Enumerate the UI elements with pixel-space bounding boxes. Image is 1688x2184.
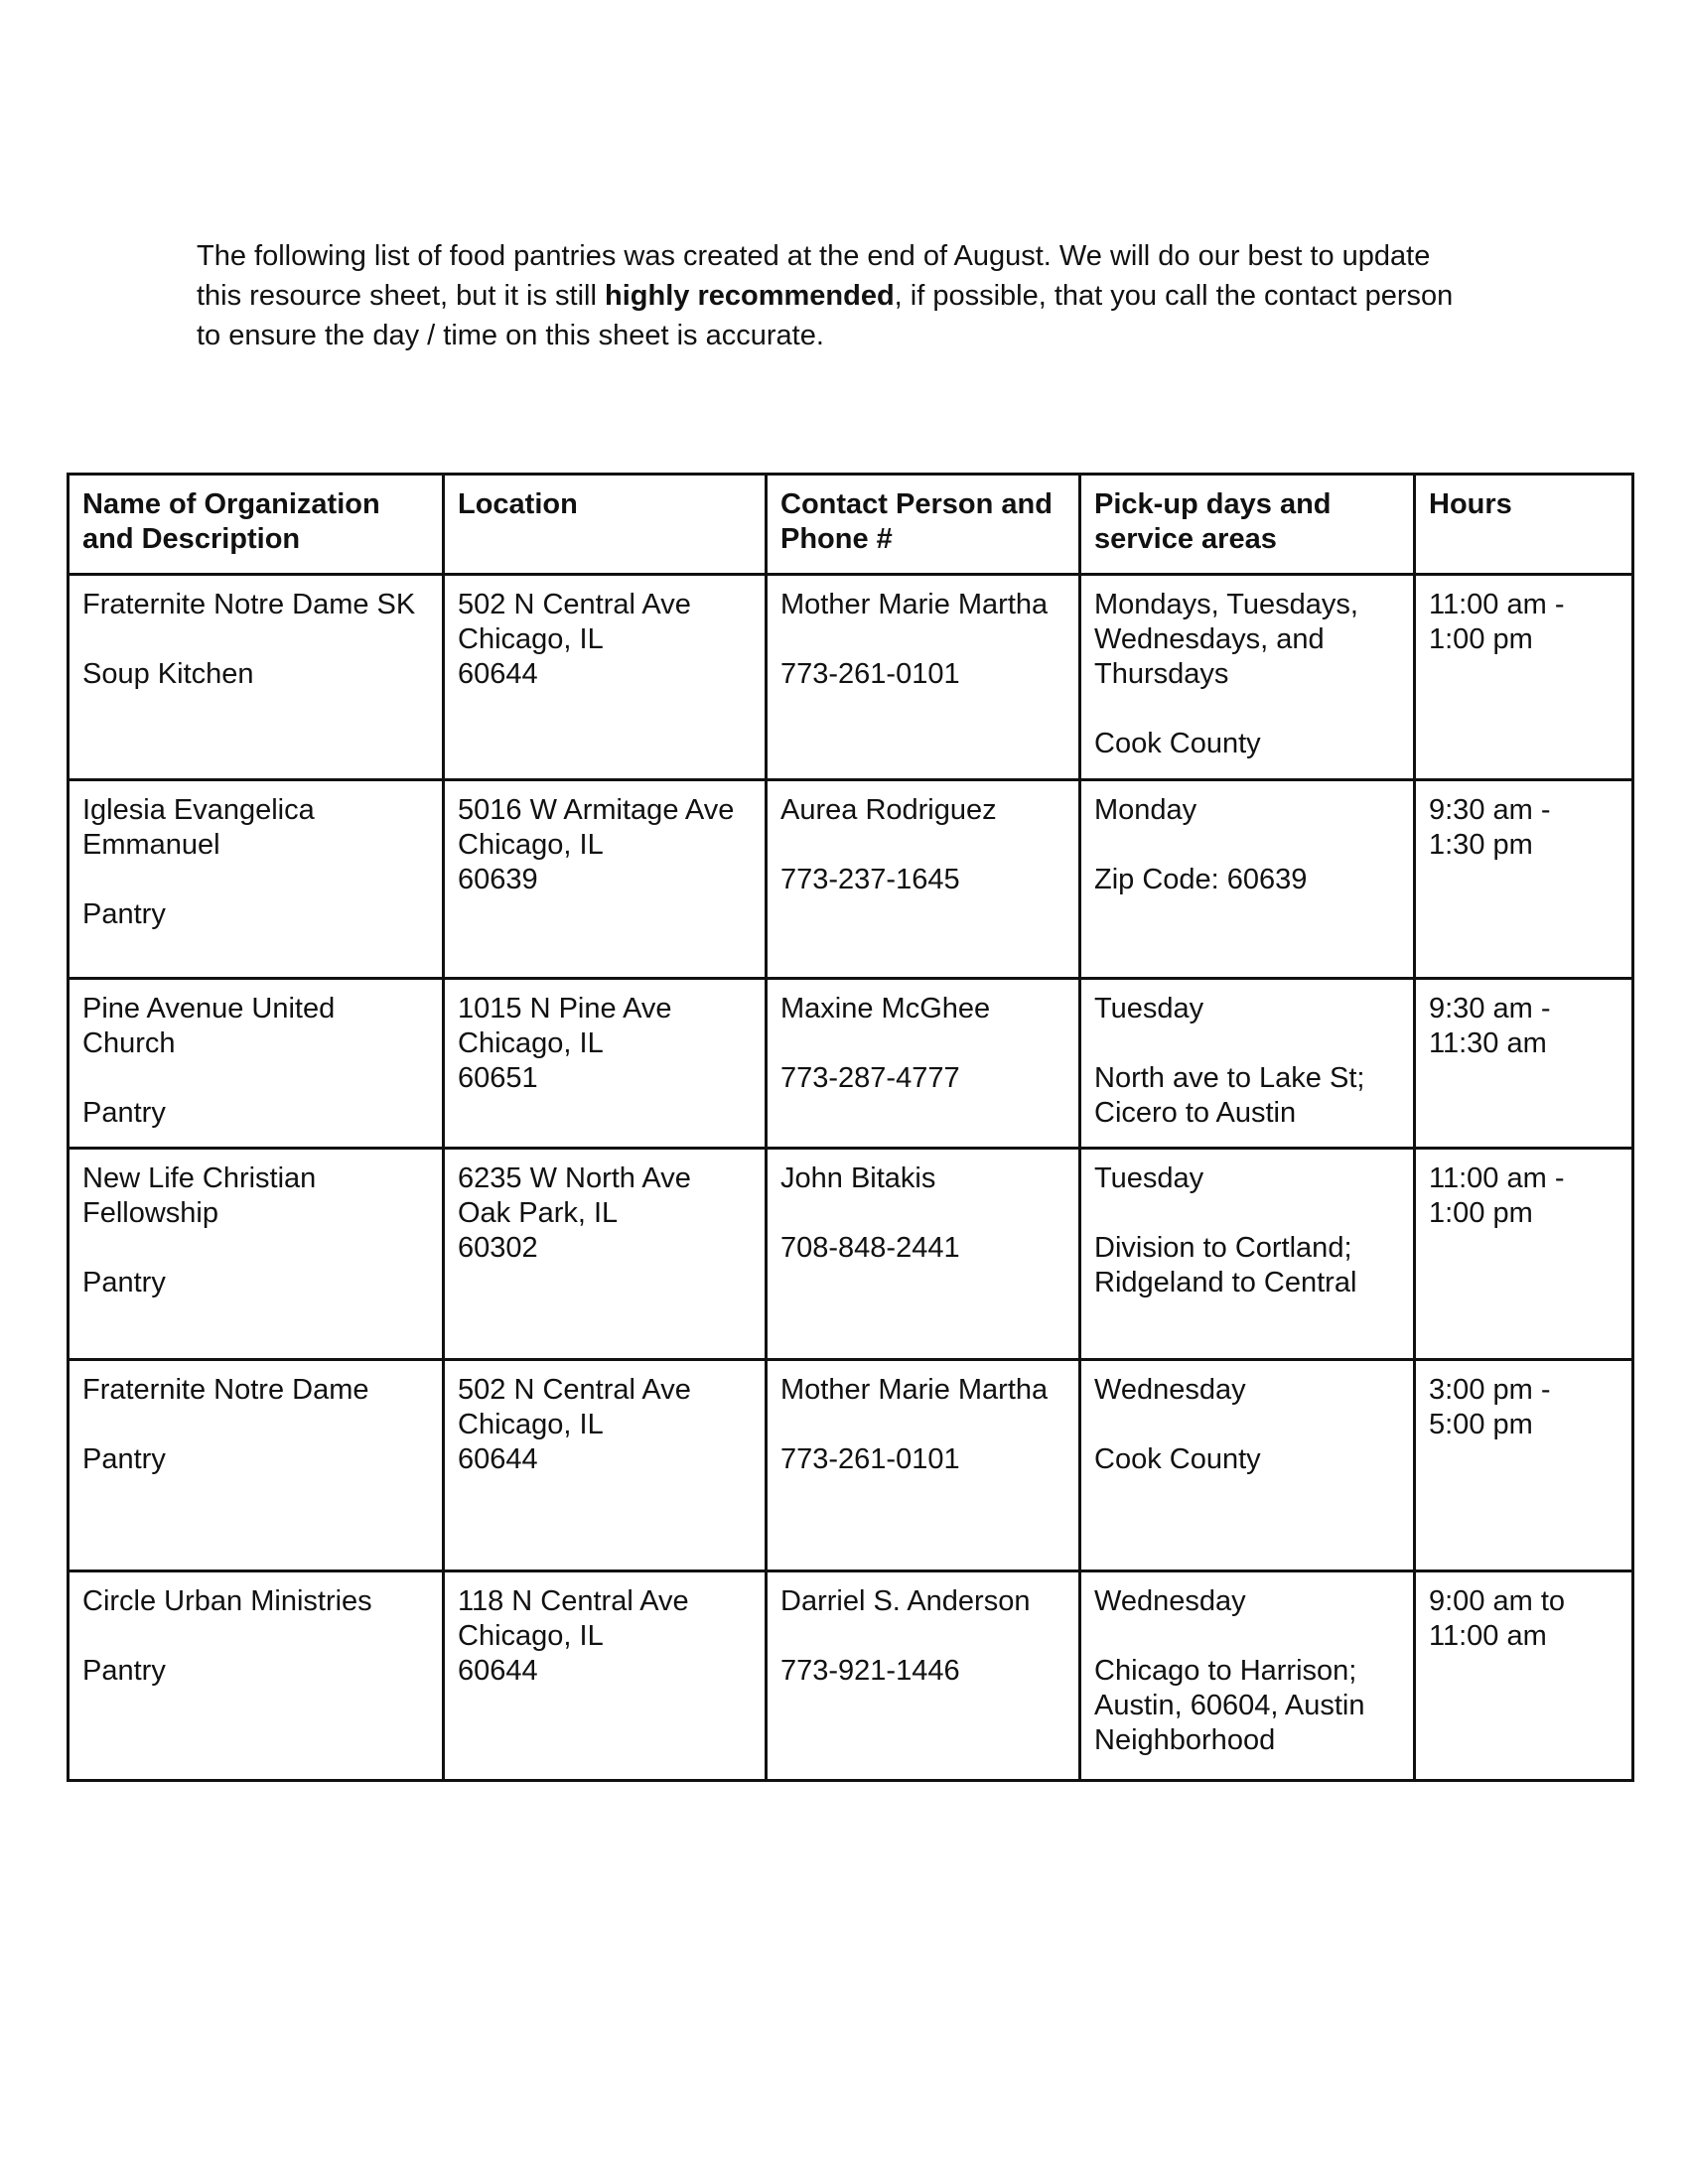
city-state: Chicago, IL bbox=[458, 623, 604, 655]
zip-code: 60644 bbox=[458, 1655, 538, 1687]
organization-description: Pantry bbox=[82, 1443, 166, 1475]
header-contact: Contact Person and Phone # bbox=[767, 475, 1080, 575]
organization-name: Iglesia Evangelica bbox=[82, 794, 315, 826]
location-cell bbox=[444, 1360, 767, 1571]
contact-phone: 773-261-0101 bbox=[780, 658, 960, 690]
service-area: North ave to Lake St; bbox=[1094, 1062, 1365, 1094]
pickup-cell bbox=[1080, 780, 1415, 979]
organization-name: Fellowship bbox=[82, 1197, 218, 1229]
hours-cell bbox=[1415, 1360, 1633, 1571]
service-area: Ridgeland to Central bbox=[1094, 1267, 1357, 1298]
service-area: Neighborhood bbox=[1094, 1724, 1276, 1756]
pickup-days: Mondays, Tuesdays, bbox=[1094, 589, 1358, 620]
intro-emphasis: highly recommended bbox=[605, 280, 895, 312]
organization-description: Pantry bbox=[82, 1267, 166, 1298]
contact-phone: 708-848-2441 bbox=[780, 1232, 960, 1264]
zip-code: 60644 bbox=[458, 658, 538, 690]
hours-end: 5:00 pm bbox=[1429, 1409, 1533, 1440]
street-address: 1015 N Pine Ave bbox=[458, 993, 672, 1024]
intro-paragraph bbox=[197, 236, 1477, 355]
hours-end: 1:00 pm bbox=[1429, 1197, 1533, 1229]
hours-cell bbox=[1415, 780, 1633, 979]
street-address: 502 N Central Ave bbox=[458, 589, 691, 620]
hours-start: 11:00 am - bbox=[1429, 1162, 1565, 1194]
pickup-days: Wednesday bbox=[1094, 1374, 1246, 1406]
intro-text-start: The following list of food pantries was created at the end of August. We will do our best to update this resource sheet, but it is still bbox=[197, 240, 1431, 312]
service-area: Cicero to Austin bbox=[1094, 1097, 1297, 1129]
header-organization: Name of Organization and Description bbox=[69, 475, 444, 575]
city-state: Chicago, IL bbox=[458, 1620, 604, 1652]
contact-cell bbox=[767, 979, 1080, 1149]
pickup-cell bbox=[1080, 1149, 1415, 1360]
hours-end: 11:00 am bbox=[1429, 1620, 1547, 1652]
contact-cell bbox=[767, 1571, 1080, 1781]
pickup-days: Wednesdays, and bbox=[1094, 623, 1325, 655]
street-address: 6235 W North Ave bbox=[458, 1162, 691, 1194]
contact-phone: 773-237-1645 bbox=[780, 864, 960, 895]
food-pantry-table bbox=[67, 473, 1634, 1782]
street-address: 5016 W Armitage Ave bbox=[458, 794, 735, 826]
hours-cell bbox=[1415, 1571, 1633, 1781]
service-area: Cook County bbox=[1094, 1443, 1261, 1475]
zip-code: 60651 bbox=[458, 1062, 538, 1094]
hours-start: 3:00 pm - bbox=[1429, 1374, 1551, 1406]
street-address: 502 N Central Ave bbox=[458, 1374, 691, 1406]
contact-name: Mother Marie Martha bbox=[780, 1374, 1049, 1406]
hours-end: 11:30 am bbox=[1429, 1027, 1547, 1059]
contact-name: Aurea Rodriguez bbox=[780, 794, 997, 826]
contact-cell bbox=[767, 575, 1080, 780]
service-area: Chicago to Harrison; bbox=[1094, 1655, 1357, 1687]
location-cell bbox=[444, 979, 767, 1149]
organization-cell bbox=[69, 1149, 444, 1360]
hours-end: 1:00 pm bbox=[1429, 623, 1533, 655]
location-cell bbox=[444, 1149, 767, 1360]
contact-cell bbox=[767, 1149, 1080, 1360]
hours-start: 9:30 am - bbox=[1429, 993, 1551, 1024]
organization-cell bbox=[69, 979, 444, 1149]
hours-start: 11:00 am - bbox=[1429, 589, 1565, 620]
contact-name: Maxine McGhee bbox=[780, 993, 991, 1024]
table-row bbox=[69, 979, 1633, 1149]
city-state: Chicago, IL bbox=[458, 1027, 604, 1059]
intro-text-end: , if possible, that you call the contact person to ensure the day / time on this sheet is accurate. bbox=[197, 280, 1454, 351]
hours-cell bbox=[1415, 575, 1633, 780]
location-cell bbox=[444, 780, 767, 979]
street-address: 118 N Central Ave bbox=[458, 1585, 689, 1617]
location-cell bbox=[444, 575, 767, 780]
contact-cell bbox=[767, 780, 1080, 979]
service-area: Zip Code: 60639 bbox=[1094, 864, 1308, 895]
header-location: Location bbox=[444, 475, 767, 575]
pickup-days: Monday bbox=[1094, 794, 1197, 826]
table-row bbox=[69, 1571, 1633, 1781]
hours-start: 9:00 am to bbox=[1429, 1585, 1566, 1617]
city-state: Chicago, IL bbox=[458, 1409, 604, 1440]
organization-name: Church bbox=[82, 1027, 176, 1059]
pickup-cell bbox=[1080, 979, 1415, 1149]
organization-description: Pantry bbox=[82, 1655, 166, 1687]
contact-phone: 773-261-0101 bbox=[780, 1443, 960, 1475]
pickup-days: Thursdays bbox=[1094, 658, 1229, 690]
location-cell bbox=[444, 1571, 767, 1781]
organization-cell bbox=[69, 1571, 444, 1781]
hours-cell bbox=[1415, 1149, 1633, 1360]
pickup-days: Wednesday bbox=[1094, 1585, 1246, 1617]
organization-description: Pantry bbox=[82, 898, 166, 930]
city-state: Oak Park, IL bbox=[458, 1197, 619, 1229]
pickup-days: Tuesday bbox=[1094, 993, 1204, 1024]
pickup-cell bbox=[1080, 1571, 1415, 1781]
header-hours: Hours bbox=[1415, 475, 1633, 575]
table-header-row bbox=[69, 475, 1633, 575]
zip-code: 60302 bbox=[458, 1232, 538, 1264]
organization-name: Circle Urban Ministries bbox=[82, 1585, 372, 1617]
service-area: Austin, 60604, Austin bbox=[1094, 1690, 1365, 1721]
organization-name: Fraternite Notre Dame SK bbox=[82, 589, 416, 620]
contact-name: John Bitakis bbox=[780, 1162, 936, 1194]
pickup-days: Tuesday bbox=[1094, 1162, 1204, 1194]
contact-phone: 773-921-1446 bbox=[780, 1655, 960, 1687]
zip-code: 60644 bbox=[458, 1443, 538, 1475]
organization-name: New Life Christian bbox=[82, 1162, 317, 1194]
pickup-cell bbox=[1080, 1360, 1415, 1571]
header-pickup: Pick-up days and service areas bbox=[1080, 475, 1415, 575]
table-row bbox=[69, 780, 1633, 979]
organization-cell bbox=[69, 780, 444, 979]
contact-name: Mother Marie Martha bbox=[780, 589, 1049, 620]
contact-phone: 773-287-4777 bbox=[780, 1062, 960, 1094]
service-area: Cook County bbox=[1094, 728, 1261, 759]
hours-cell bbox=[1415, 979, 1633, 1149]
service-area: Division to Cortland; bbox=[1094, 1232, 1352, 1264]
zip-code: 60639 bbox=[458, 864, 538, 895]
table-row bbox=[69, 1360, 1633, 1571]
organization-cell bbox=[69, 1360, 444, 1571]
hours-end: 1:30 pm bbox=[1429, 829, 1533, 861]
pickup-cell bbox=[1080, 575, 1415, 780]
city-state: Chicago, IL bbox=[458, 829, 604, 861]
organization-name: Emmanuel bbox=[82, 829, 220, 861]
table-row bbox=[69, 1149, 1633, 1360]
organization-description: Pantry bbox=[82, 1097, 166, 1129]
organization-name: Pine Avenue United bbox=[82, 993, 336, 1024]
table-row bbox=[69, 575, 1633, 780]
organization-name: Fraternite Notre Dame bbox=[82, 1374, 369, 1406]
hours-start: 9:30 am - bbox=[1429, 794, 1551, 826]
organization-cell bbox=[69, 575, 444, 780]
organization-description: Soup Kitchen bbox=[82, 658, 254, 690]
contact-cell bbox=[767, 1360, 1080, 1571]
contact-name: Darriel S. Anderson bbox=[780, 1585, 1031, 1617]
